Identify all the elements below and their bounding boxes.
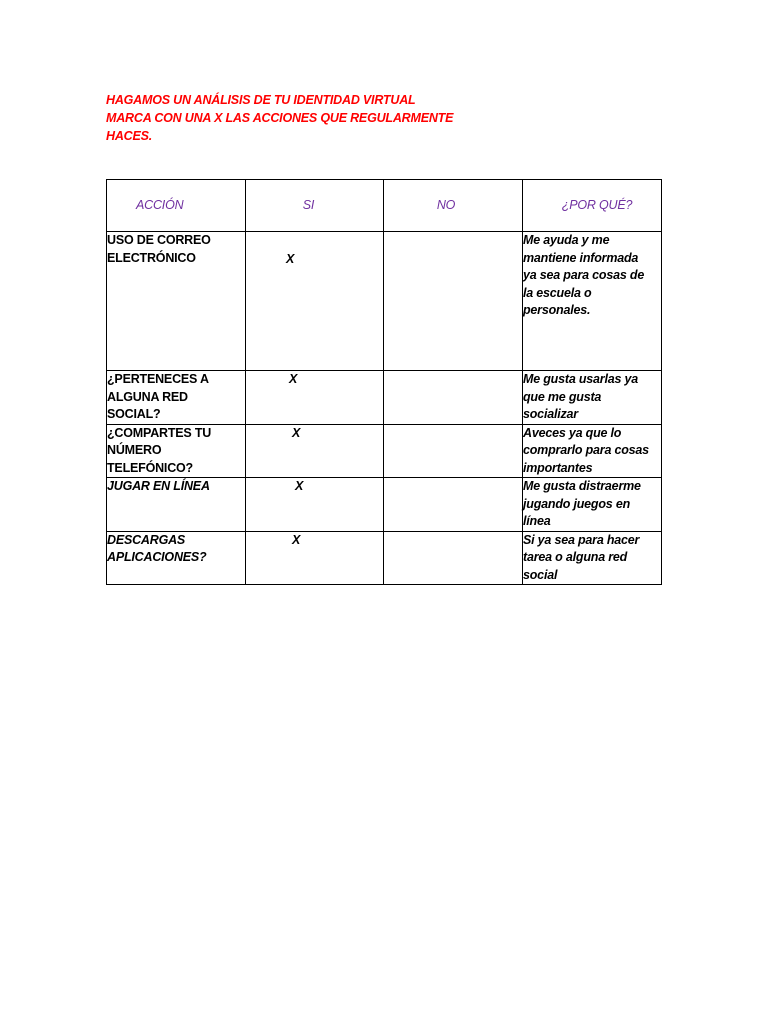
- por-que-line: tarea o alguna red: [523, 550, 628, 564]
- column-header-no: NO: [384, 180, 523, 232]
- table-row: [107, 424, 662, 478]
- table-row: [107, 531, 662, 585]
- accion-line: ¿COMPARTES TU: [107, 425, 212, 440]
- accion-line: DESCARGAS: [107, 532, 186, 547]
- accion-line: SOCIAL?: [107, 407, 161, 421]
- no-cell: [384, 232, 523, 371]
- table-row: [107, 232, 662, 371]
- accion-cell: [107, 424, 246, 478]
- por-que-line: importantes: [523, 460, 593, 475]
- no-cell: [384, 424, 523, 478]
- por-que-line: la escuela o: [523, 285, 592, 300]
- por-que-cell: [523, 424, 662, 478]
- por-que-line: comprarlo para cosas: [523, 443, 649, 457]
- por-que-cell: [523, 478, 662, 532]
- si-cell: [246, 424, 384, 478]
- si-mark: X: [292, 425, 301, 440]
- heading-line-3: HACES.: [106, 129, 153, 143]
- si-mark: X: [286, 252, 295, 266]
- si-mark: X: [292, 532, 301, 547]
- heading-line-2: MARCA CON UNA X LAS ACCIONES QUE REGULARMENTE: [106, 111, 454, 125]
- column-header-por-que: ¿POR QUÉ?: [523, 180, 662, 232]
- por-que-line: que me gusta: [523, 389, 602, 404]
- por-que-line: Me gusta usarlas ya: [523, 372, 639, 386]
- por-que-line: Aveces ya que lo: [523, 425, 622, 440]
- accion-cell: [107, 232, 246, 371]
- accion-cell: [107, 371, 246, 425]
- por-que-cell: [523, 531, 662, 585]
- accion-line: NÚMERO: [107, 443, 162, 457]
- si-cell: [246, 232, 384, 371]
- table-row: [107, 371, 662, 425]
- accion-line: ¿PERTENECES A: [107, 372, 209, 386]
- por-que-line: ya sea para cosas de: [523, 268, 645, 282]
- por-que-line: línea: [523, 514, 551, 528]
- accion-line: TELEFÓNICO?: [107, 460, 193, 475]
- por-que-cell: [523, 232, 662, 371]
- si-mark: X: [289, 372, 298, 386]
- no-cell: [384, 531, 523, 585]
- si-cell: [246, 371, 384, 425]
- por-que-line: jugando juegos en: [523, 496, 631, 511]
- si-cell: [246, 531, 384, 585]
- accion-line: JUGAR EN LÍNEA: [107, 479, 210, 493]
- accion-cell: [107, 531, 246, 585]
- por-que-line: mantiene informada: [523, 250, 639, 265]
- accion-line: APLICACIONES?: [107, 550, 207, 564]
- heading-line-1: HAGAMOS UN ANÁLISIS DE TU IDENTIDAD VIRTUAL: [106, 93, 416, 107]
- por-que-line: Me gusta distraerme: [523, 479, 641, 493]
- no-cell: [384, 478, 523, 532]
- accion-cell: [107, 478, 246, 532]
- por-que-line: Me ayuda y me: [523, 233, 610, 247]
- accion-line: USO DE CORREO: [107, 233, 211, 247]
- table-header-row: [107, 180, 662, 232]
- por-que-line: socializar: [523, 407, 578, 421]
- si-mark: X: [295, 479, 304, 493]
- por-que-cell: [523, 371, 662, 425]
- identity-survey-table: [106, 179, 662, 585]
- accion-line: ALGUNA RED: [107, 389, 188, 404]
- por-que-line: social: [523, 567, 558, 582]
- column-header-si: SI: [246, 180, 384, 232]
- por-que-line: personales.: [523, 303, 591, 317]
- accion-line: ELECTRÓNICO: [107, 250, 196, 265]
- por-que-line: Si ya sea para hacer: [523, 532, 640, 547]
- table-row: [107, 478, 662, 532]
- si-cell: [246, 478, 384, 532]
- column-header-accion: ACCIÓN: [107, 180, 246, 232]
- no-cell: [384, 371, 523, 425]
- instructions-heading: [106, 91, 454, 145]
